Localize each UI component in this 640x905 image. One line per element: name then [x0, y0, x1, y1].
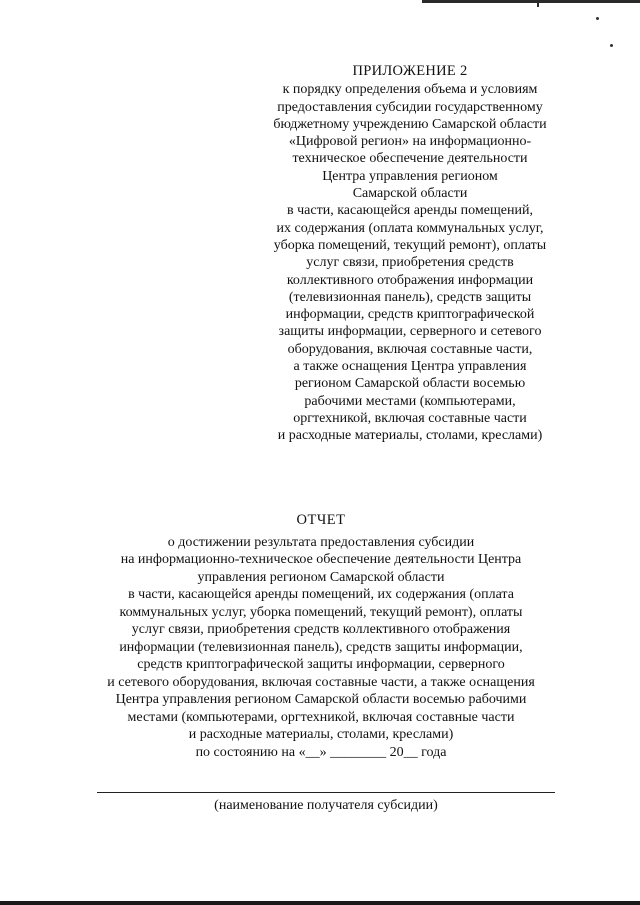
report-line: на информационно-техническое обеспечение деятельности Центра [120, 552, 522, 567]
appendix-line: и расходные материалы, столами, креслами) [277, 428, 543, 444]
report-line: и расходные материалы, столами, креслами) [188, 727, 454, 742]
appendix-line: рабочими местами (компьютерами, [304, 393, 516, 409]
appendix-line: регионом Самарской области восемью [294, 376, 526, 392]
appendix-line: «Цифровой регион» на информационно- [288, 134, 532, 150]
appendix-line: оргтехникой, включая составные части [293, 410, 527, 426]
scan-edge-tick [537, 0, 539, 7]
scan-speck [596, 17, 599, 20]
report-line: местами (компьютерами, оргтехникой, включая составные части [127, 709, 515, 725]
appendix-line: Центра управления регионом [322, 168, 498, 184]
report-line: в части, касающейся аренды помещений, их содержания (оплата [128, 587, 514, 602]
appendix-line: информации, средств криптографической [285, 307, 535, 323]
scan-speck [610, 44, 613, 47]
report-line: Центра управления регионом Самарской области восемью рабочими [115, 692, 527, 707]
appendix-line: в части, касающейся аренды помещений, [287, 203, 533, 219]
appendix-line: защиты информации, серверного и сетевого [278, 324, 542, 340]
report-line: управления регионом Самарской области [197, 569, 445, 585]
appendix-line: их содержания (оплата коммунальных услуг, [276, 220, 544, 236]
appendix-line: коллективного отображения информации [286, 272, 534, 288]
recipient-caption: (наименование получателя субсидии) [214, 798, 438, 813]
scan-edge-bottom [0, 901, 640, 905]
report-line: коммунальных услуг, уборка помещений, текущий ремонт), оплаты [119, 604, 523, 620]
appendix-line: Самарской области [352, 186, 468, 202]
appendix-title: ПРИЛОЖЕНИЕ 2 [352, 63, 468, 79]
report-section [86, 512, 556, 761]
appendix-line: бюджетному учреждению Самарской области [273, 116, 547, 132]
appendix-line: услуг связи, приобретения средств [306, 255, 514, 271]
appendix-line: предоставления субсидии государственному [277, 99, 543, 115]
report-line: информации (телевизионная панель), средств защиты информации, [119, 639, 523, 655]
appendix-header [245, 63, 575, 445]
report-line: услуг связи, приобретения средств коллективного отображения [131, 622, 511, 637]
appendix-line: оборудования, включая составные части, [287, 341, 533, 357]
appendix-line: (телевизионная панель), средств защиты [288, 289, 532, 305]
appendix-line: уборка помещений, текущий ремонт), оплаты [273, 237, 547, 253]
appendix-line: к порядку определения объема и условиям [282, 82, 538, 98]
recipient-name-blank [97, 792, 555, 793]
report-line: и сетевого оборудования, включая составные части, а также оснащения [107, 674, 535, 690]
scan-edge-top [422, 0, 640, 3]
appendix-line: техническое обеспечение деятельности [292, 151, 528, 167]
report-date-line: по состоянию на «__» ________ 20__ года [195, 744, 447, 760]
appendix-line: а также оснащения Центра управления [293, 359, 527, 375]
report-title: ОТЧЕТ [296, 512, 346, 528]
report-line: средств криптографической защиты информации, серверного [137, 657, 505, 672]
report-line: о достижении результата предоставления субсидии [167, 534, 475, 550]
